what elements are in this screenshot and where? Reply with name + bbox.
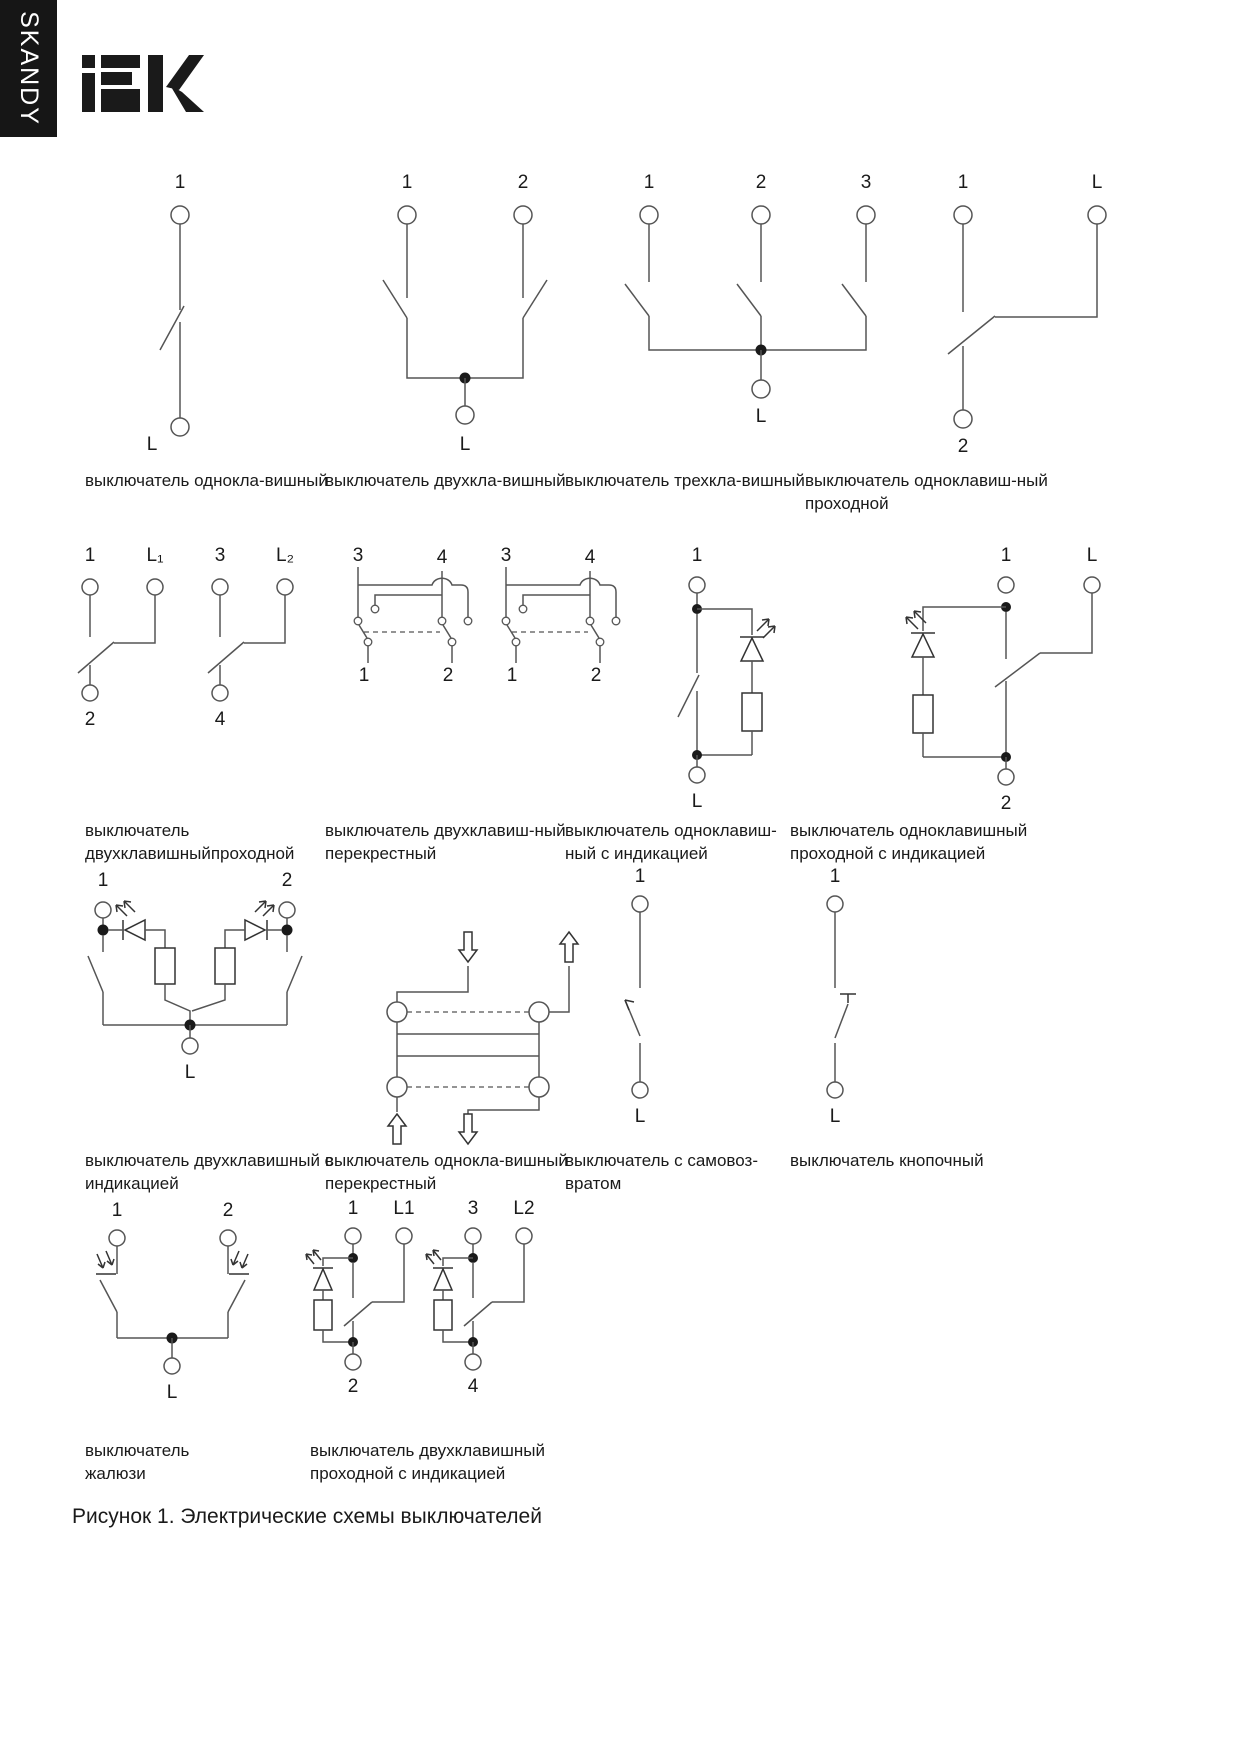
switch-blade [228, 1280, 245, 1312]
terminal-label: 2 [347, 1376, 359, 1397]
terminal-label: L [829, 1106, 841, 1127]
diagram-caption: выключатель трехкла-вишный [565, 471, 805, 490]
figure-caption: Рисунок 1. Электрические схемы выключателей [72, 1505, 542, 1528]
terminal-label: L1 [393, 1198, 415, 1219]
diagram-caption: выключатель двухклавишный проходной с индикацией [310, 1441, 545, 1483]
terminal-label: L [691, 791, 703, 812]
contact-circle [519, 605, 527, 613]
diagram-caption: выключатель одноклавиш-ный проходной [805, 471, 1048, 513]
schematic-one-gang-indication-switch [600, 545, 780, 815]
terminal-label: 1 [957, 172, 969, 193]
indication-two-way-sub-schematic [426, 1198, 535, 1397]
terminal-circle [396, 1228, 412, 1244]
switch-blade [287, 956, 302, 992]
terminal-circle [465, 1228, 481, 1244]
terminal-circle [827, 896, 843, 912]
terminal-label: L [146, 434, 158, 455]
arrow-down-icon [459, 932, 477, 962]
switch-blade [78, 642, 114, 673]
terminal-circle [857, 206, 875, 224]
led-icon [245, 901, 274, 940]
schematic-shutter-switch [70, 1200, 310, 1415]
push-button-contact [835, 994, 856, 1038]
contact-circle [387, 1002, 407, 1022]
contact-circle [364, 638, 372, 646]
led-icon [306, 1250, 333, 1290]
terminal-label: 3 [500, 545, 512, 566]
terminal-circle [827, 1082, 843, 1098]
switch-blade [443, 625, 451, 638]
diagram-caption: выключатель двухклавиш-ный перекрестный [325, 821, 566, 863]
contact-circle [529, 1077, 549, 1097]
terminal-label: 1 [358, 665, 370, 686]
terminal-label: 2 [755, 172, 767, 193]
terminal-circle [147, 579, 163, 595]
terminal-circle [1084, 577, 1100, 593]
brand-sidebar [0, 0, 57, 137]
terminal-label: L [166, 1382, 178, 1403]
terminal-circle [171, 206, 189, 224]
contact-circle [512, 638, 520, 646]
diagram-caption: выключатель двухклавишныйпроходной [85, 821, 295, 863]
diagram-caption: выключатель однокла-вишный перекрестный [325, 1151, 568, 1193]
terminal-circle [277, 579, 293, 595]
schematic-two-gang-two-way-indication-switch [300, 1200, 570, 1415]
terminal-label: 3 [352, 545, 364, 566]
switch-blade [737, 284, 761, 316]
switch-blade [100, 1280, 117, 1312]
diagram-caption: выключатель двухкла-вишный [325, 471, 566, 490]
schematic-two-gang-indication-switch [70, 870, 320, 1085]
arrow-up-icon [388, 1114, 406, 1144]
schematic-three-gang-switch [565, 160, 885, 460]
terminal-label: 1 [401, 172, 413, 193]
terminal-label: 4 [436, 547, 448, 568]
terminal-label: 1 [84, 545, 96, 566]
terminal-circle [171, 418, 189, 436]
diagram-caption: выключатель двухклавишный с индикацией [85, 1151, 334, 1193]
terminal-circle [640, 206, 658, 224]
switch-blade [625, 284, 649, 316]
led-icon [116, 901, 145, 940]
terminal-circle [689, 577, 705, 593]
contact-circle [371, 605, 379, 613]
switch-blade [842, 284, 866, 316]
terminal-circle [632, 896, 648, 912]
switch-blade [88, 956, 103, 992]
terminal-circle [954, 410, 972, 428]
terminal-circle [1088, 206, 1106, 224]
terminal-label: 1 [97, 870, 109, 891]
terminal-label: L₁ [146, 545, 164, 566]
terminal-label: 1 [829, 866, 841, 887]
terminal-label: 2 [957, 436, 969, 457]
terminal-circle [689, 767, 705, 783]
led-icon [740, 619, 775, 661]
terminal-circle [82, 685, 98, 701]
resistor-icon [314, 1300, 332, 1330]
switch-blade [344, 1302, 372, 1326]
resistor-icon [155, 948, 175, 984]
schematic-push-button-switch [790, 868, 910, 1148]
terminal-circle [164, 1358, 180, 1374]
indication-two-way-sub-schematic [306, 1198, 415, 1397]
terminal-label: 1 [691, 545, 703, 566]
resistor-icon [215, 948, 235, 984]
diagram-caption: выключатель одноклавишный проходной с индикацией [790, 821, 1028, 863]
brand-series-label: SKANDY [15, 11, 43, 126]
terminal-circle [212, 579, 228, 595]
terminal-label: L [1091, 172, 1103, 193]
terminal-label: 4 [214, 709, 226, 730]
terminal-label: 2 [590, 665, 602, 686]
terminal-label: 1 [174, 172, 186, 193]
diagram-caption: выключатель жалюзи [85, 1441, 190, 1483]
terminal-label: L2 [513, 1198, 535, 1219]
led-icon [906, 611, 935, 657]
switch-blade [995, 653, 1040, 687]
schematic-momentary-switch [595, 868, 715, 1148]
switch-blade [948, 316, 995, 354]
schematic-one-gang-intermediate-switch [330, 862, 600, 1152]
terminal-label: 2 [442, 665, 454, 686]
terminal-circle [109, 1230, 125, 1246]
schematic-one-gang-two-way-switch [900, 160, 1160, 460]
contact-circle [354, 617, 362, 625]
terminal-circle [632, 1082, 648, 1098]
diagram-caption: выключатель кнопочный [790, 1151, 984, 1170]
terminal-circle [998, 577, 1014, 593]
terminal-label: L [634, 1106, 646, 1127]
terminal-label: 1 [506, 665, 518, 686]
terminal-circle [456, 406, 474, 424]
terminal-label: 1 [111, 1200, 123, 1221]
terminal-circle [465, 1354, 481, 1370]
contact-circle [438, 617, 446, 625]
schematic-two-gang-two-way-switch [70, 545, 320, 735]
terminal-circle [998, 769, 1014, 785]
arrow-up-icon [560, 932, 578, 962]
terminal-label: 1 [643, 172, 655, 193]
iek-logo-icon [82, 55, 204, 117]
contact-circle [464, 617, 472, 625]
terminal-label: 2 [84, 709, 96, 730]
schematic-one-gang-switch [100, 160, 280, 460]
resistor-icon [434, 1300, 452, 1330]
terminal-circle [279, 902, 295, 918]
switch-blade [678, 675, 699, 717]
schematic-two-gang-switch [345, 160, 545, 460]
diagram-caption: выключатель одноклавиш- ный с индикацией [565, 821, 777, 863]
terminal-label: 4 [467, 1376, 479, 1397]
resistor-icon [913, 695, 933, 733]
terminal-circle [182, 1038, 198, 1054]
terminal-circle [212, 685, 228, 701]
switch-blade [591, 625, 599, 638]
switch-blade [464, 1302, 492, 1326]
intermediate-sub-schematic [353, 545, 472, 686]
terminal-circle [752, 380, 770, 398]
terminal-circle [95, 902, 111, 918]
press-arrows-icon [96, 1251, 116, 1274]
schematic-one-gang-two-way-indication-switch [830, 545, 1115, 815]
contact-circle [448, 638, 456, 646]
resistor-icon [742, 693, 762, 731]
terminal-label: 2 [517, 172, 529, 193]
terminal-label: 3 [860, 172, 872, 193]
contact-circle [387, 1077, 407, 1097]
terminal-label: L [459, 434, 471, 455]
terminal-circle [752, 206, 770, 224]
terminal-label: L [1086, 545, 1098, 566]
contact-circle [586, 617, 594, 625]
schematic-two-gang-intermediate-switch [330, 545, 630, 700]
terminal-label: 1 [634, 866, 646, 887]
diagram-caption: выключатель однокла-вишный [85, 471, 328, 490]
arrow-down-icon [459, 1114, 477, 1144]
contact-circle [502, 617, 510, 625]
terminal-label: 3 [214, 545, 226, 566]
terminal-label: 3 [467, 1198, 479, 1219]
terminal-circle [514, 206, 532, 224]
led-icon [426, 1250, 453, 1290]
terminal-circle [345, 1228, 361, 1244]
terminal-label: 2 [281, 870, 293, 891]
terminal-label: 2 [222, 1200, 234, 1221]
terminal-circle [220, 1230, 236, 1246]
terminal-label: L [184, 1062, 196, 1083]
contact-circle [529, 1002, 549, 1022]
terminal-circle [345, 1354, 361, 1370]
terminal-label: 2 [1000, 793, 1012, 814]
switch-blade [523, 280, 547, 318]
junction-dot [98, 925, 109, 936]
terminal-label: 1 [347, 1198, 359, 1219]
switch-blade [208, 642, 244, 673]
terminal-circle [954, 206, 972, 224]
terminal-circle [398, 206, 416, 224]
terminal-label: L [755, 406, 767, 427]
switch-blade [625, 1000, 640, 1036]
switch-blade [383, 280, 407, 318]
terminal-circle [82, 579, 98, 595]
terminal-label: L₂ [276, 545, 294, 566]
terminal-circle [516, 1228, 532, 1244]
terminal-label: 1 [1000, 545, 1012, 566]
diagram-caption: выключатель с самовоз- вратом [565, 1151, 758, 1193]
press-arrows-icon [229, 1251, 249, 1274]
terminal-label: 4 [584, 547, 596, 568]
junction-dot [282, 925, 293, 936]
